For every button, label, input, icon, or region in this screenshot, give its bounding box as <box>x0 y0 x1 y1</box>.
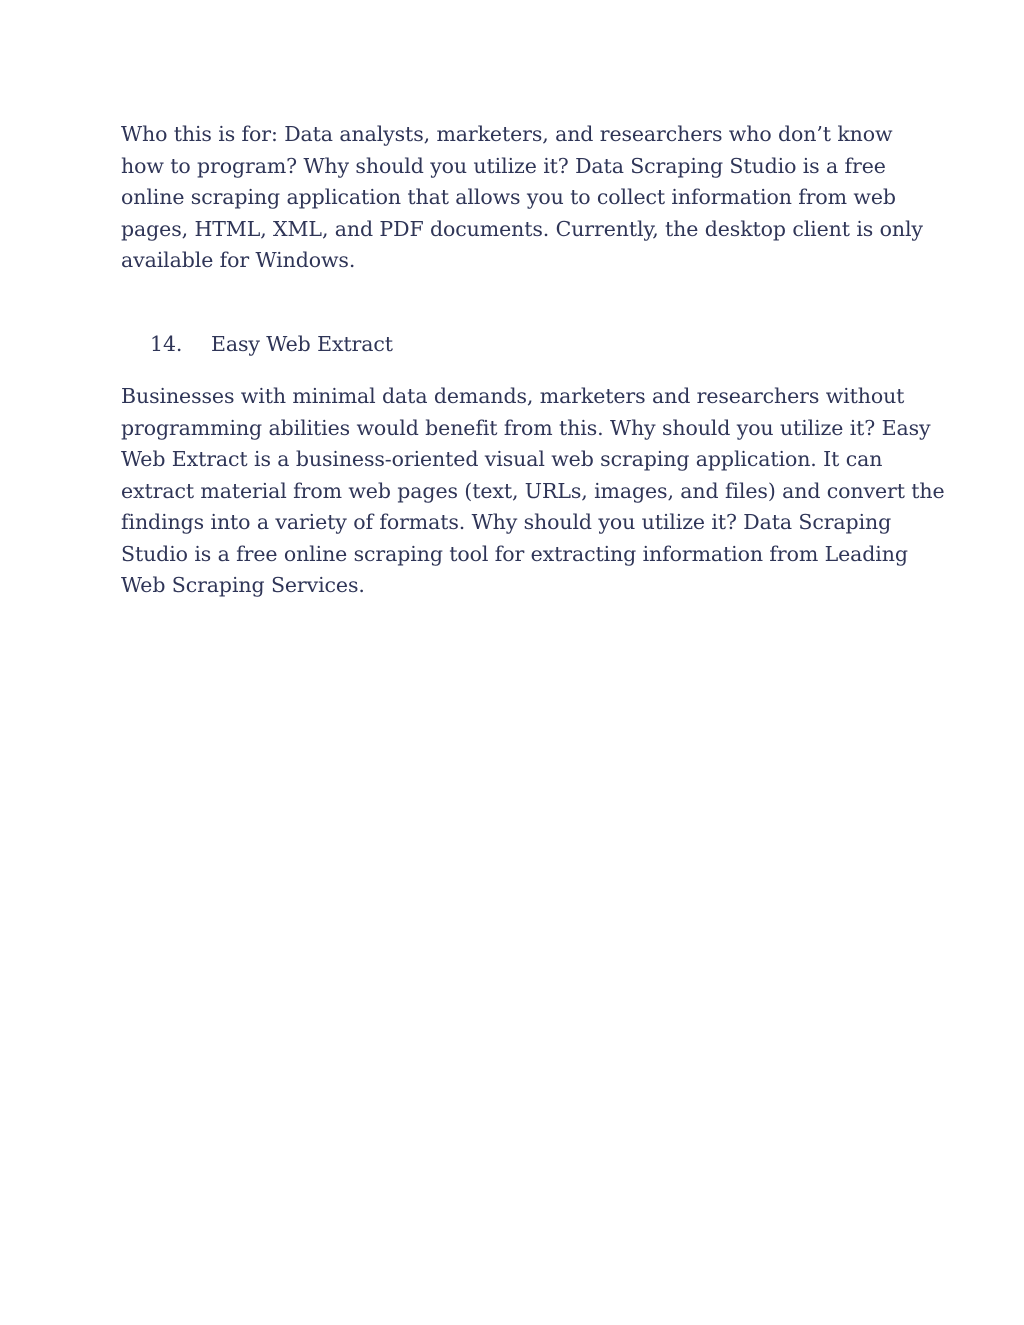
paragraph-line: how to program? Why should you utilize it? Data Scraping Studio is a free <box>121 153 886 178</box>
paragraph-line: Web Scraping Services. <box>121 573 365 597</box>
section-heading <box>150 329 850 361</box>
paragraph-line: Businesses with minimal data demands, marketers and researchers without <box>121 384 905 408</box>
paragraph-line: Who this is for: Data analysts, marketers, and researchers who don’t know <box>121 122 893 146</box>
paragraph-line: findings into a variety of formats. Why should you utilize it? Data Scraping <box>121 510 892 534</box>
paragraph-line: online scraping application that allows you to collect information from web <box>121 185 896 209</box>
section-title: Easy Web Extract <box>211 332 393 356</box>
paragraph-easy-web-extract <box>121 381 945 602</box>
paragraph-line: Web Extract is a business-oriented visual web scraping application. It can <box>121 447 883 471</box>
paragraph-line: available for Windows. <box>121 248 356 272</box>
paragraph-line: extract material from web pages (text, URLs, images, and files) and convert the <box>121 478 945 503</box>
paragraph-line: pages, HTML, XML, and PDF documents. Currently, the desktop client is only <box>121 216 923 241</box>
paragraph-line: programming abilities would benefit from this. Why should you utilize it? Easy <box>121 415 931 440</box>
paragraph-line: Studio is a free online scraping tool for extracting information from Leading <box>121 541 908 566</box>
paragraph-intro <box>121 119 923 277</box>
section-number: 14. <box>150 332 183 356</box>
